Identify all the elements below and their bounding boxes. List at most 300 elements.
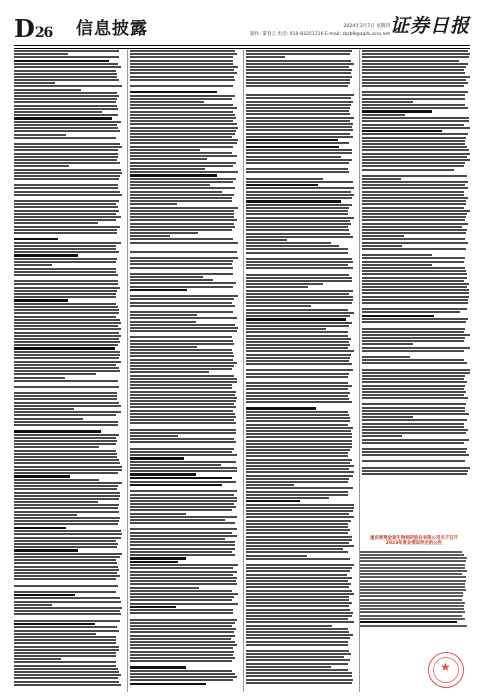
text-line [14,488,117,490]
text-line [14,594,75,596]
text-line [14,475,70,477]
text-line [14,178,119,180]
text-line [246,226,348,228]
text-line [14,633,96,635]
text-line [246,504,354,506]
text-line [14,642,116,644]
text-line [14,117,112,119]
text-line [362,270,466,272]
text-line [130,187,235,189]
text-line [14,681,119,683]
text-line [130,406,236,408]
text-line [14,408,74,410]
text-line [362,328,465,330]
text-line [246,656,344,658]
text-line [130,232,198,234]
text-line [130,375,234,377]
text-line [246,637,350,639]
text-line [362,460,465,462]
text-line [130,647,233,649]
text-line [362,432,466,434]
text-line [14,60,109,62]
text-line [14,402,119,404]
text-line [246,459,352,461]
text-line [246,433,352,435]
text-line [130,467,237,469]
text-line [130,260,233,262]
text-line [360,618,465,620]
text-line [130,631,234,633]
text-line [362,299,468,301]
text-line [14,149,118,151]
text-line [360,592,463,594]
text-line [362,232,466,234]
text-line [14,450,116,452]
text-line [14,137,116,139]
text-line [246,663,348,665]
text-line [246,290,353,292]
text-line [130,612,233,614]
text-line [14,440,117,442]
text-line [362,264,432,266]
text-line [14,175,120,177]
text-line [246,354,351,356]
text-line [246,302,352,304]
text-line [14,540,116,542]
text-line [14,462,120,464]
text-line [246,347,348,349]
text-line [246,69,352,71]
text-line [14,127,118,129]
text-line [130,91,217,93]
text-line [14,309,119,311]
text-line [130,362,237,364]
text-line [130,577,237,579]
text-line [362,318,468,320]
text-line [362,337,465,339]
text-line [130,676,237,678]
text-line [130,657,235,659]
text-line [246,462,350,464]
text-line [130,298,234,300]
text-line [130,216,234,218]
text-line [14,184,118,186]
notice-body [360,551,468,627]
text-line [130,302,232,304]
text-line [246,331,348,333]
text-line [14,386,119,388]
text-line [246,350,354,352]
text-line [362,149,469,151]
text-line [130,171,238,173]
text-line [246,63,354,65]
text-line [130,178,236,180]
text-line [14,354,120,356]
text-line [362,178,401,180]
text-line [362,110,432,112]
text-line [246,123,353,125]
text-line [14,232,117,234]
text-line [362,124,464,126]
text-line [362,451,466,453]
text-line [246,341,349,343]
text-line [362,187,468,189]
text-line [246,357,350,359]
text-line [246,110,349,112]
text-line [246,468,349,470]
text-line [14,206,118,208]
text-line [130,609,233,611]
text-line [362,181,468,183]
text-line [246,229,349,231]
text-line [14,405,121,407]
text-line [362,238,465,240]
text-line [246,373,349,375]
text-line [14,319,120,321]
text-line [246,385,352,387]
text-line [14,165,69,167]
text-line [130,63,233,65]
text-line [246,136,353,138]
text-line [14,597,120,599]
text-line [14,335,121,337]
text-line [246,618,348,620]
text-line [14,569,119,571]
text-line [246,264,348,266]
text-line [246,659,350,661]
text-line [362,242,468,244]
text-line [130,574,233,576]
text-line [360,573,462,575]
text-line [14,200,119,202]
text-line [246,133,350,135]
text-line [130,282,236,284]
text-line [360,608,464,610]
text-line [246,309,348,311]
text-line [14,114,118,116]
text-line [246,293,349,295]
text-line [246,628,348,630]
text-line [362,277,467,279]
text-line [362,114,405,116]
text-line [362,127,470,129]
text-line [130,340,233,342]
text-line [246,274,349,276]
text-line [246,590,352,592]
text-line [130,95,235,97]
text-line [246,574,347,576]
text-line [362,391,466,393]
text-line [246,280,352,282]
text-line [362,140,465,142]
text-line [130,432,236,434]
text-line [246,672,352,674]
text-line [130,162,236,164]
text-line [130,413,235,415]
text-line [130,683,206,685]
text-line [360,567,465,569]
text-line [14,459,119,461]
text-line [362,194,464,196]
header-rule [14,45,470,46]
text-line [246,126,352,128]
text-line [130,123,237,125]
text-line [246,609,350,611]
text-line [362,423,464,425]
text-line [14,373,96,375]
text-line [130,494,234,496]
text-line [130,461,236,463]
text-line [130,651,234,653]
text-line [130,60,233,62]
text-line [246,471,354,473]
text-line [130,538,225,540]
text-line [246,197,352,199]
text-line [246,455,348,457]
text-line [130,400,236,402]
text-line [246,414,349,416]
text-line [14,549,78,551]
text-line [362,146,467,148]
text-line [246,325,349,327]
text-line [362,50,468,52]
text-line [246,146,339,148]
company-seal-icon [428,652,464,688]
text-line [246,491,348,493]
text-line [14,430,101,432]
text-line [130,53,237,55]
text-line [246,191,351,193]
text-line [14,85,122,87]
text-line [130,506,236,508]
text-line [130,359,233,361]
text-line [130,263,232,265]
text-line [246,328,326,330]
text-line [362,184,465,186]
text-line [14,280,118,282]
text-line [130,200,232,202]
text-line [246,500,300,502]
text-line [246,465,354,467]
text-line [14,299,68,301]
text-line [130,391,236,393]
text-line [130,548,235,550]
text-line [362,375,465,377]
text-line [360,611,465,613]
text-line [246,395,348,397]
text-line [130,229,232,231]
text-line [362,350,464,352]
text-line [130,107,237,109]
text-line [246,529,350,531]
text-line [362,439,469,441]
text-line [14,219,116,221]
text-line [246,129,353,131]
text-line [246,401,352,403]
text-line [246,580,348,582]
text-line [130,69,234,71]
text-line [362,229,467,231]
text-line [130,470,237,472]
text-line [130,384,232,386]
text-line [130,448,234,450]
text-line [14,332,119,334]
text-line [362,385,465,387]
text-line [362,191,464,193]
text-line [14,380,118,382]
text-line [130,660,232,662]
text-line [130,666,186,668]
text-line [246,407,316,409]
text-line [14,111,102,113]
text-line [14,216,121,218]
text-line [362,169,454,171]
text-line [14,620,120,622]
text-line [14,469,122,471]
text-column-1 [14,50,122,692]
text-line [14,527,66,529]
text-line [246,233,350,235]
text-line [362,369,470,371]
text-line [14,162,120,164]
text-line [362,153,470,155]
text-line [362,137,466,139]
text-line [246,682,352,684]
text-line [130,111,233,113]
text-line [246,631,349,633]
text-line [14,316,116,318]
text-line [14,414,116,416]
text-line [246,586,349,588]
text-line [14,121,121,123]
text-line [246,152,352,154]
text-line [130,451,232,453]
text-line [14,543,118,545]
text-line [130,583,237,585]
text-line [246,513,349,515]
text-line [362,69,464,71]
newspaper-logo: 证券日报 [389,15,470,37]
text-line [360,557,467,559]
text-line [362,82,468,84]
text-line [130,101,204,103]
text-line [362,473,467,475]
text-line [130,541,235,543]
text-line [130,295,238,297]
text-line [246,210,348,212]
text-line [14,511,119,513]
text-line [130,522,235,524]
text-line [130,378,237,380]
text-line [246,335,348,337]
text-line [14,367,119,369]
text-line [246,242,331,244]
text-line [130,343,234,345]
text-line [130,203,177,205]
text-line [14,533,122,535]
text-line [246,318,346,320]
text-line [14,66,121,68]
text-line [246,139,338,141]
text-line [14,287,120,289]
text-line [130,257,238,259]
text-line [360,560,466,562]
text-line [246,261,353,263]
text-line [14,361,121,363]
text-line [14,411,121,413]
text-line [14,668,118,670]
text-line [246,532,348,534]
text-column-4 [362,50,470,482]
text-line [130,336,232,338]
text-line [246,76,352,78]
text-line [360,621,457,623]
text-line [246,507,354,509]
text-line [130,142,237,144]
text-line [130,165,233,167]
text-line [130,276,203,278]
text-line [14,501,98,503]
text-line [360,602,465,604]
text-line [130,564,238,566]
text-line [362,416,413,418]
text-line [246,159,352,161]
text-line [360,589,466,591]
text-line [14,443,116,445]
text-line [246,478,349,480]
text-line [360,605,464,607]
text-line [14,665,116,667]
text-line [130,654,233,656]
text-line [14,357,119,359]
text-line [246,666,331,668]
text-line [130,50,235,52]
text-line [130,635,235,637]
text-line [130,223,234,225]
text-line [362,226,462,228]
text-line [130,146,233,148]
text-line [362,394,464,396]
text-line [246,245,339,247]
text-line [130,267,233,269]
text-line [360,564,465,566]
text-line [362,381,467,383]
text-line [130,673,235,675]
text-line [130,289,187,291]
text-line [246,625,332,627]
text-line [14,82,55,84]
text-line [246,564,354,566]
text-line [130,273,233,275]
text-line [246,669,348,671]
text-line [130,580,236,582]
text-line [130,152,232,154]
text-line [14,156,118,158]
text-line [246,487,353,489]
text-line [246,236,353,238]
text-line [246,113,350,115]
text-line [14,630,119,632]
text-line [362,107,468,109]
text-line [130,174,217,176]
text-line [130,561,178,563]
text-line [14,271,116,273]
text-line [246,267,353,269]
text-line [14,652,116,654]
text-line [130,619,237,621]
text-line [362,216,466,218]
text-line [130,454,237,456]
